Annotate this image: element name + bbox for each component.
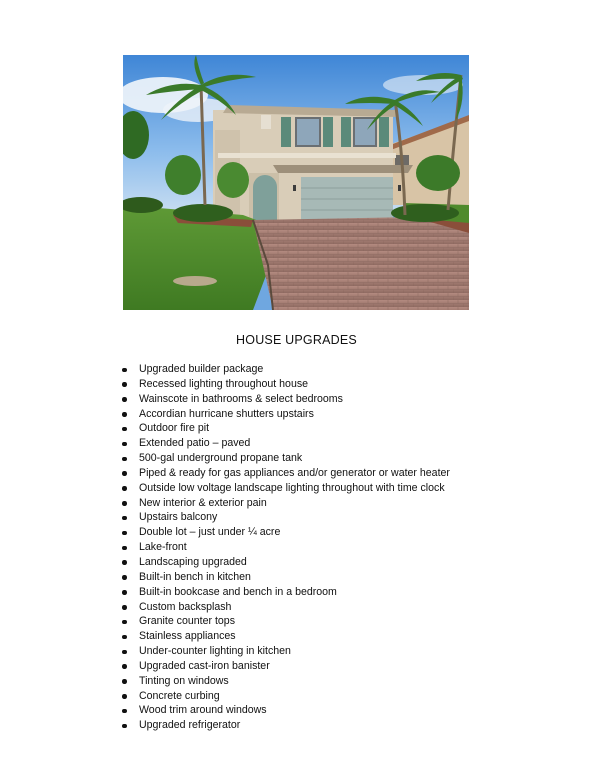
- list-item: [122, 674, 450, 689]
- list-item: [122, 600, 450, 615]
- list-item-text: Lake-front: [139, 541, 187, 554]
- list-item-text: Piped & ready for gas appliances and/or generator or water heater: [139, 466, 450, 479]
- bullet-icon: [122, 679, 127, 684]
- list-item: [122, 629, 450, 644]
- list-item-text: Outdoor fire pit: [139, 422, 210, 435]
- list-item: [122, 392, 450, 407]
- bullet-icon: [122, 650, 127, 655]
- bullet-icon: [122, 486, 127, 491]
- list-item: [122, 644, 450, 659]
- page-title: HOUSE UPGRADES: [236, 333, 357, 347]
- list-item: [122, 585, 450, 600]
- bullet-icon: [122, 531, 127, 536]
- bullet-icon: [122, 620, 127, 625]
- list-item-text: Upstairs balcony: [139, 511, 218, 524]
- list-item: [122, 614, 450, 629]
- list-item-text: Landscaping upgraded: [139, 555, 247, 568]
- bullet-icon: [122, 724, 127, 729]
- list-item: [122, 481, 450, 496]
- list-item: [122, 659, 450, 674]
- list-item: [122, 451, 450, 466]
- list-item: [122, 407, 450, 422]
- bullet-icon: [122, 397, 127, 402]
- bullet-icon: [122, 516, 127, 521]
- bullet-icon: [122, 709, 127, 714]
- bullet-icon: [122, 368, 127, 373]
- list-item-text: Under-counter lighting in kitchen: [139, 645, 291, 658]
- list-item-text: Upgraded builder package: [139, 363, 264, 375]
- bullet-icon: [122, 457, 127, 462]
- list-item-text: Recessed lighting throughout house: [139, 377, 309, 390]
- bullet-icon: [122, 546, 127, 551]
- list-item: [122, 689, 450, 704]
- bullet-icon: [122, 560, 127, 565]
- list-item-text: Built-in bench in kitchen: [139, 570, 251, 583]
- list-item-text: Granite counter tops: [139, 615, 235, 628]
- bullet-icon: [122, 575, 127, 580]
- list-item-text: Extended patio – paved: [139, 437, 251, 450]
- list-item-text: Accordian hurricane shutters upstairs: [139, 407, 314, 420]
- bullet-icon: [122, 590, 127, 595]
- list-item-text: Wood trim around windows: [139, 704, 267, 717]
- bullet-icon: [122, 501, 127, 506]
- list-item-text: 500-gal underground propane tank: [139, 452, 303, 465]
- list-item: [122, 496, 450, 511]
- house-photo: [123, 55, 469, 310]
- list-item: [122, 421, 450, 436]
- bullet-icon: [122, 605, 127, 610]
- list-item: [122, 377, 450, 392]
- list-item-text: Built-in bookcase and bench in a bedroom: [139, 585, 337, 598]
- list-item: [122, 555, 450, 570]
- list-item-text: New interior & exterior pain: [139, 496, 267, 509]
- list-item: [122, 466, 450, 481]
- bullet-icon: [122, 442, 127, 447]
- list-item-text: Double lot – just under ¼ acre: [139, 526, 281, 539]
- bullet-icon: [122, 664, 127, 669]
- list-item-text: Tinting on windows: [139, 674, 229, 687]
- bullet-icon: [122, 382, 127, 387]
- list-item-text: Outside low voltage landscape lighting throughout with time clock: [139, 481, 445, 494]
- list-item: [122, 525, 450, 540]
- list-item: [122, 540, 450, 555]
- upgrades-list: [122, 362, 450, 733]
- list-item-text: Concrete curbing: [139, 689, 220, 702]
- list-item: [122, 703, 450, 718]
- list-item-text: Stainless appliances: [139, 630, 236, 643]
- list-item: [122, 436, 450, 451]
- list-item-text: Upgraded cast-iron banister: [139, 659, 270, 672]
- list-item: [122, 570, 450, 585]
- list-item-text: Custom backsplash: [139, 600, 232, 613]
- bullet-icon: [122, 694, 127, 699]
- bullet-icon: [122, 471, 127, 476]
- list-item: [122, 362, 450, 377]
- list-item: [122, 718, 450, 733]
- bullet-icon: [122, 427, 127, 432]
- list-item: [122, 510, 450, 525]
- bullet-icon: [122, 412, 127, 417]
- list-item-text: Wainscote in bathrooms & select bedrooms: [139, 392, 343, 405]
- list-item-text: Upgraded refrigerator: [139, 719, 241, 732]
- bullet-icon: [122, 635, 127, 640]
